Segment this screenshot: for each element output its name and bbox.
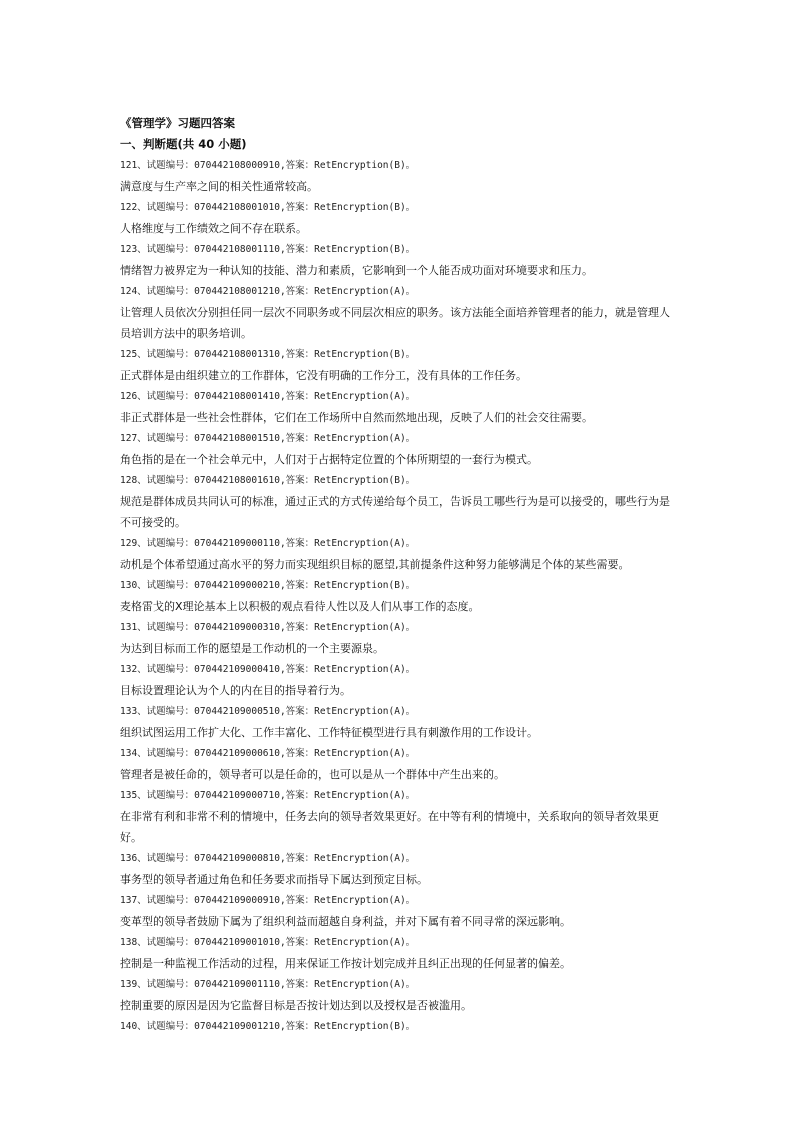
question-item: [120, 533, 680, 575]
question-statement: 控制重要的原因是因为它监督目标是否按计划达到以及授权是否被滥用。: [120, 999, 472, 1012]
question-statement: 管理者是被任命的，领导者可以是任命的，也可以是从一个群体中产生出来的。: [120, 768, 505, 781]
question-statement: 变革型的领导者鼓励下属为了组织利益而超越自身利益，并对下属有着不同寻常的深远影响。: [120, 915, 571, 928]
question-statement: 满意度与生产率之间的相关性通常较高。: [120, 180, 318, 193]
question-item: [120, 197, 680, 239]
question-item: [120, 344, 680, 386]
question-statement: 麦格雷戈的X理论基本上以积极的观点看待人性以及人们从事工作的态度。: [120, 600, 480, 613]
question-item: [120, 932, 680, 974]
question-meta: 137、试题编号：070442109000910,答案：RetEncryption(A)。: [120, 895, 416, 906]
question-item: [120, 386, 680, 428]
question-statement: 目标设置理论认为个人的内在目的指导着行为。: [120, 684, 351, 697]
question-statement: 非正式群体是一些社会性群体，它们在工作场所中自然而然地出现，反映了人们的社会交往需要。: [120, 411, 593, 424]
question-item: [120, 1016, 680, 1037]
question-item: [120, 785, 680, 848]
question-statement: 人格维度与工作绩效之间不存在联系。: [120, 222, 307, 235]
question-statement: 为达到目标而工作的愿望是工作动机的一个主要源泉。: [120, 642, 384, 655]
question-meta: 132、试题编号：070442109000410,答案：RetEncryption(A)。: [120, 664, 416, 675]
question-meta: 126、试题编号：070442108001410,答案：RetEncryption(A)。: [120, 391, 416, 402]
question-item: [120, 659, 680, 701]
question-statement: 控制是一种监视工作活动的过程，用来保证工作按计划完成并且纠正出现的任何显著的偏差。: [120, 957, 571, 970]
question-meta: 133、试题编号：070442109000510,答案：RetEncryption(A)。: [120, 706, 416, 717]
question-statement: 事务型的领导者通过角色和任务要求而指导下属达到预定目标。: [120, 873, 428, 886]
question-statement: 正式群体是由组织建立的工作群体，它没有明确的工作分工，没有具体的工作任务。: [120, 369, 527, 382]
question-item: [120, 239, 680, 281]
question-statement: 让管理人员依次分别担任同一层次不同职务或不同层次相应的职务。该方法能全面培养管理者的能力，就是管理人员培训方法中的职务培训。: [120, 306, 670, 340]
question-meta: 122、试题编号：070442108001010,答案：RetEncryption(B)。: [120, 202, 416, 213]
question-item: [120, 701, 680, 743]
question-item: [120, 617, 680, 659]
question-meta: 129、试题编号：070442109000110,答案：RetEncryption(A)。: [120, 538, 416, 549]
question-meta: 131、试题编号：070442109000310,答案：RetEncryption(A)。: [120, 622, 416, 633]
question-item: [120, 281, 680, 344]
question-statement: 组织试图运用工作扩大化、工作丰富化、工作特征模型进行具有刺激作用的工作设计。: [120, 726, 538, 739]
question-item: [120, 890, 680, 932]
question-meta: 140、试题编号：070442109001210,答案：RetEncryption(B)。: [120, 1021, 416, 1032]
question-meta: 125、试题编号：070442108001310,答案：RetEncryption(B)。: [120, 349, 416, 360]
question-meta: 136、试题编号：070442109000810,答案：RetEncryption(A)。: [120, 853, 416, 864]
question-item: [120, 470, 680, 533]
question-statement: 动机是个体希望通过高水平的努力而实现组织目标的愿望,其前提条件这种努力能够满足个体的某些需要。: [120, 558, 630, 571]
question-meta: 135、试题编号：070442109000710,答案：RetEncryption(A)。: [120, 790, 416, 801]
section-heading: 一、判断题(共 40 小题): [120, 137, 247, 151]
question-statement: 规范是群体成员共同认可的标准，通过正式的方式传递给每个员工，告诉员工哪些行为是可以接受的，哪些行为是不可接受的。: [120, 495, 670, 529]
question-meta: 130、试题编号：070442109000210,答案：RetEncryption(B)。: [120, 580, 416, 591]
question-item: [120, 155, 680, 197]
question-item: [120, 974, 680, 1016]
question-meta: 134、试题编号：070442109000610,答案：RetEncryption(A)。: [120, 748, 416, 759]
question-list: [120, 155, 680, 1037]
question-statement: 情绪智力被界定为一种认知的技能、潜力和素质，它影响到一个人能否成功面对环境要求和压力。: [120, 264, 593, 277]
question-meta: 139、试题编号：070442109001110,答案：RetEncryption(A)。: [120, 979, 416, 990]
question-meta: 123、试题编号：070442108001110,答案：RetEncryption(B)。: [120, 244, 416, 255]
question-meta: 127、试题编号：070442108001510,答案：RetEncryption(A)。: [120, 433, 416, 444]
question-item: [120, 428, 680, 470]
question-statement: 在非常有利和非常不利的情境中，任务去向的领导者效果更好。在中等有利的情境中，关系取向的领导者效果更好。: [120, 810, 659, 844]
question-meta: 138、试题编号：070442109001010,答案：RetEncryption(A)。: [120, 937, 416, 948]
question-item: [120, 575, 680, 617]
question-meta: 124、试题编号：070442108001210,答案：RetEncryption(A)。: [120, 286, 416, 297]
question-meta: 128、试题编号：070442108001610,答案：RetEncryption(B)。: [120, 475, 416, 486]
question-item: [120, 848, 680, 890]
document-page: [120, 113, 680, 1037]
question-item: [120, 743, 680, 785]
question-statement: 角色指的是在一个社会单元中，人们对于占据特定位置的个体所期望的一套行为模式。: [120, 453, 538, 466]
document-title: 《管理学》习题四答案: [120, 116, 235, 130]
question-meta: 121、试题编号：070442108000910,答案：RetEncryption(B)。: [120, 160, 416, 171]
